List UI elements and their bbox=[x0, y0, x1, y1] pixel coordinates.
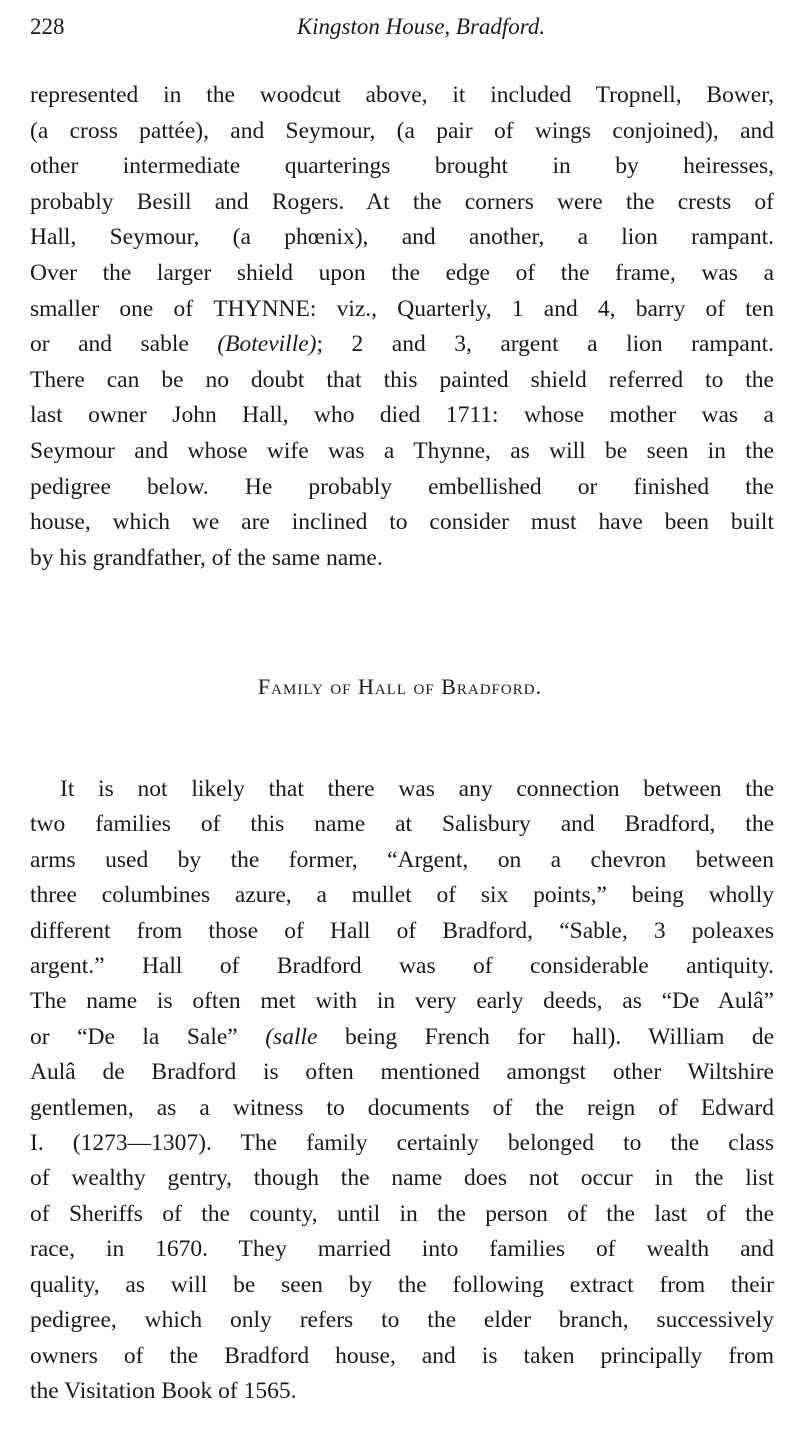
text-line bbox=[30, 1020, 774, 1055]
text-run: being French for hall). William de bbox=[344, 1023, 775, 1050]
section-heading: Family of Hall of Bradford. bbox=[257, 674, 543, 699]
paragraph-arms-description bbox=[30, 78, 774, 576]
text-line: Hall, Seymour, (a phœnix), and another, a lion rampant. bbox=[30, 224, 774, 251]
text-line: house, which we are inclined to consider must have been built bbox=[30, 509, 774, 536]
text-line: of Sheriffs of the county, until in the person of the last of the bbox=[30, 1200, 774, 1227]
text-run: : viz., Quarterly, 1 and 4, barry of ten bbox=[309, 295, 774, 322]
text-line: Over the larger shield upon the edge of the frame, was a bbox=[30, 259, 774, 286]
text-line: (a cross pattée), and Seymour, (a pair of wings conjoined), and bbox=[30, 117, 774, 144]
text-line: Aulâ de Bradford is often mentioned amongst other Wiltshire bbox=[30, 1059, 774, 1086]
text-line: pedigree, which only refers to the elder branch, successively bbox=[30, 1307, 774, 1334]
text-line: It is not likely that there was any connection between the bbox=[60, 776, 774, 802]
boteville-italic: (Boteville) bbox=[217, 331, 317, 358]
text-line: probably Besill and Rogers. At the corners were the crests of bbox=[30, 188, 774, 215]
text-line: represented in the woodcut above, it included Tropnell, Bower, bbox=[30, 82, 774, 108]
text-line: three columbines azure, a mullet of six points,” being wholly bbox=[30, 882, 774, 909]
text-run: or and sable bbox=[30, 331, 189, 358]
text-run: smaller one of bbox=[30, 295, 194, 322]
text-line: pedigree below. He probably embellished or finished the bbox=[30, 473, 774, 500]
running-title: Kingston House, Bradford. bbox=[296, 14, 546, 39]
text-line: gentlemen, as a witness to documents of the reign of Edward bbox=[30, 1094, 774, 1121]
text-line: quality, as will be seen by the following extract from their bbox=[30, 1271, 774, 1298]
text-line: other intermediate quarterings brought in by heiresses, bbox=[30, 153, 774, 180]
salle-italic: (salle bbox=[265, 1023, 318, 1050]
thynne-small-caps: THYNNE bbox=[213, 295, 310, 322]
text-line: of wealthy gentry, though the name does not occur in the list bbox=[30, 1165, 774, 1192]
paragraph-hall-family bbox=[30, 772, 774, 1409]
text-line: race, in 1670. They married into families of wealth and bbox=[30, 1236, 774, 1263]
text-line: Seymour and whose wife was a Thynne, as will be seen in the bbox=[30, 437, 774, 464]
text-line: I. (1273—1307). The family certainly belonged to the class bbox=[30, 1130, 774, 1157]
text-line: the Visitation Book of 1565. bbox=[30, 1377, 297, 1404]
text-line: by his grandfather, of the same name. bbox=[30, 544, 383, 571]
text-line: The name is often met with in very early deeds, as “De Aulâ” bbox=[30, 988, 774, 1015]
text-line: two families of this name at Salisbury and Bradford, the bbox=[30, 811, 774, 838]
text-line: last owner John Hall, who died 1711: whose mother was a bbox=[30, 402, 774, 429]
running-head bbox=[30, 14, 772, 48]
text-line: arms used by the former, “Argent, on a chevron between bbox=[30, 846, 774, 873]
text-run: ; 2 and 3, argent a lion rampant. bbox=[316, 331, 775, 358]
text-line bbox=[30, 327, 774, 363]
text-line: There can be no doubt that this painted shield referred to the bbox=[30, 366, 774, 393]
text-line bbox=[30, 292, 774, 328]
text-run: or “De la Sale” bbox=[30, 1023, 238, 1050]
text-line: owners of the Bradford house, and is taken principally from bbox=[30, 1342, 774, 1369]
text-line: argent.” Hall of Bradford was of considerable antiquity. bbox=[30, 953, 774, 980]
page-number: 228 bbox=[30, 14, 65, 39]
text-line: different from those of Hall of Bradford, “Sable, 3 poleaxes bbox=[30, 917, 774, 944]
